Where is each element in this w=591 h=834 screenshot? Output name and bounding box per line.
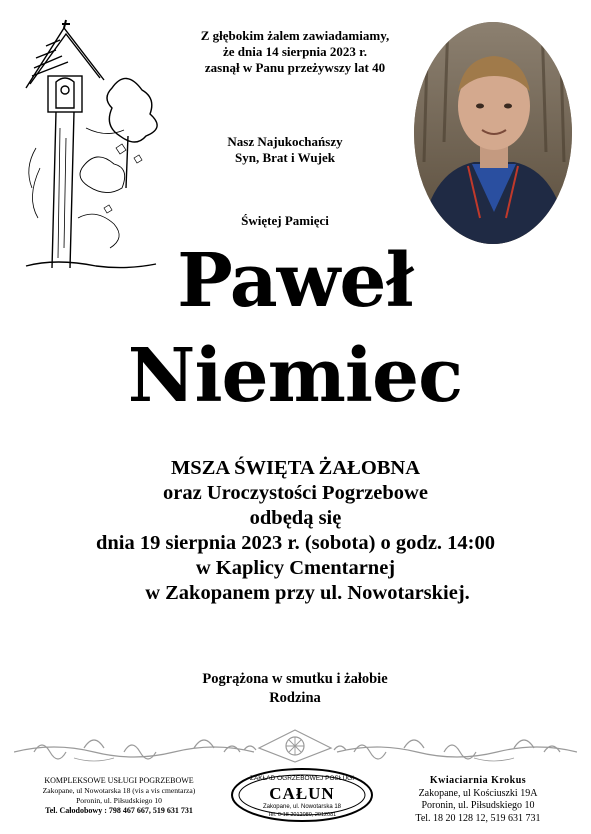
- stamp-top-text: ZAKŁAD OGRZEBOWEJ POSŁUGI: [249, 775, 355, 782]
- mass-line: w Zakopanem przy ul. Nowotarskiej.: [145, 582, 470, 604]
- florist-title: Kwiaciarnia Krokus: [429, 775, 527, 786]
- florist-phone: Tel. 18 20 128 12, 519 631 731: [415, 812, 541, 824]
- funeral-home-address-1: Zakopane, ul Nowotarska 18 (vis a vis cmentarza): [42, 786, 196, 795]
- mass-line: w Kaplicy Cmentarnej: [195, 557, 396, 579]
- florist-address-2: Poronin, ul. Piłsudskiego 10: [421, 800, 535, 811]
- mass-line: odbędą się: [249, 507, 342, 529]
- mass-line: dnia 19 sierpnia 2023 r. (sobota) o godz. 14:00: [95, 532, 496, 554]
- stamp-brand: CAŁUN: [269, 784, 335, 803]
- mass-line: MSZA ŚWIĘTA ŻAŁOBNA: [170, 457, 421, 479]
- stamp-address: Zakopane, ul. Nowotarska 18: [262, 804, 342, 810]
- mass-line: oraz Uroczystości Pogrzebowe: [163, 482, 428, 504]
- florist-address-1: Zakopane, ul Kościuszki 19A: [418, 787, 538, 799]
- intro-line: zasnął w Panu przeżywszy lat 40: [204, 60, 386, 75]
- intro-line: że dnia 14 sierpnia 2023 r.: [223, 44, 367, 59]
- funeral-home-title: KOMPLEKSOWE USŁUGI POGRZEBOWE: [44, 776, 194, 785]
- stamp-phone: Tel. 0-18 2012080, 2012081: [267, 812, 337, 818]
- funeral-home-phone: Tel. Całodobowy : 798 467 667, 519 631 731: [45, 806, 193, 815]
- family-relation: [195, 134, 375, 166]
- folk-ornament-divider: [14, 718, 577, 766]
- announcement-intro: [160, 28, 430, 76]
- mourning-line: Pogrążona w smutku i żałobie: [202, 671, 388, 687]
- funeral-mass-details: [20, 456, 571, 606]
- intro-line: Z głębokim żalem zawiadamiamy,: [200, 28, 390, 43]
- family-line: Syn, Brat i Wujek: [235, 150, 335, 165]
- funeral-home-info: [14, 776, 224, 816]
- portrait-image: [414, 22, 572, 244]
- deceased-first-name: Paweł: [177, 238, 413, 324]
- wayside-shrine-illustration: [16, 18, 166, 274]
- family-line: Nasz Najukochańszy: [227, 134, 343, 149]
- memory-label: Świętej Pamięci: [241, 213, 329, 228]
- calun-stamp-logo: [228, 766, 376, 824]
- deceased-portrait: [414, 22, 572, 244]
- deceased-last-name: Niemiec: [127, 333, 463, 419]
- florist-info: [378, 775, 578, 825]
- funeral-home-address-2: Poronin, ul. Piłsudskiego 10: [76, 796, 162, 805]
- mourning-line: Rodzina: [269, 690, 321, 706]
- mourning-family: [120, 670, 470, 708]
